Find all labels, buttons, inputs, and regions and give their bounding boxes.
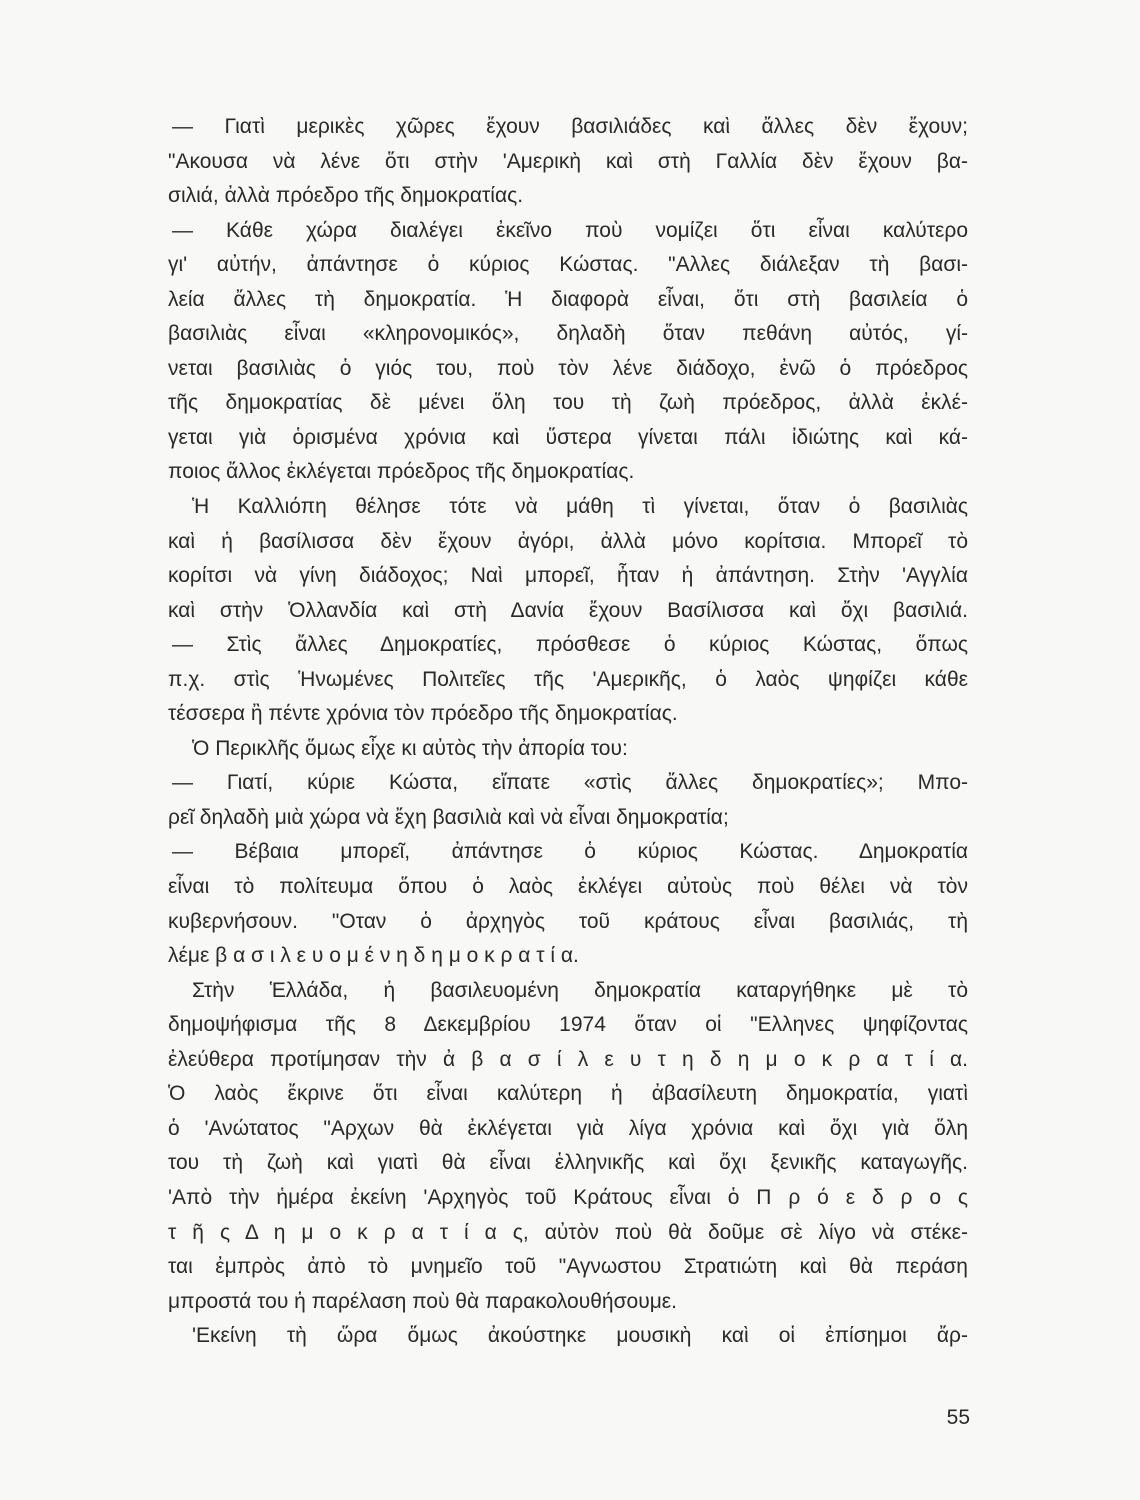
text-line: τ ῆ ς Δ η μ ο κ ρ α τ ί α ς, αὐτὸν ποὺ θὰ δοῦμε σὲ λίγο νὰ στέκε- (168, 1220, 968, 1244)
text-line: σιλιά, ἀλλὰ πρόεδρο τῆς δημοκρατίας. (168, 184, 524, 208)
text-line: Ὁ Περικλῆς ὅμως εἶχε κι αὐτὸς τὴν ἀπορία του: (192, 736, 628, 760)
text-line: — Βέβαια μπορεῖ, ἀπάντησε ὁ κύριος Κώστας. Δημοκρατία (172, 840, 968, 864)
text-line: εἶναι τὸ πολίτευμα ὅπου ὁ λαὸς ἐκλέγει αὐτοὺς ποὺ θέλει νὰ τὸν (168, 875, 968, 899)
text-line: τέσσερα ἢ πέντε χρόνια τὸν πρόεδρο τῆς δημοκρατίας. (168, 702, 678, 726)
text-line: δημοψήφισμα τῆς 8 Δεκεμβρίου 1974 ὅταν οἱ "Ελληνες ψηφίζοντας (168, 1013, 968, 1037)
text-line: — Στὶς ἄλλες Δημοκρατίες, πρόσθεσε ὁ κύριος Κώστας, ὅπως (172, 633, 968, 657)
text-line: Στὴν Ἑλλάδα, ἡ βασιλευομένη δημοκρατία καταργήθηκε μὲ τὸ (192, 978, 968, 1002)
text-line: ται ἐμπρὸς ἀπὸ τὸ μνημεῖο τοῦ "Αγνωστου Στρατιώτη καὶ θὰ περάση (168, 1255, 968, 1279)
body-text (168, 110, 968, 1354)
text-line: γι' αὐτήν, ἀπάντησε ὁ κύριος Κώστας. "Αλλες διάλεξαν τὴ βασι- (168, 253, 968, 277)
text-line: "Ακουσα νὰ λένε ὅτι στὴν 'Αμερικὴ καὶ στὴ Γαλλία δὲν ἔχουν βα- (168, 149, 968, 173)
text-line: καὶ στὴν Ὁλλανδία καὶ στὴ Δανία ἔχουν Βασίλισσα καὶ ὄχι βασιλιά. (168, 598, 968, 622)
text-line: γεται γιὰ ὁρισμένα χρόνια καὶ ὕστερα γίνεται πάλι ἰδιώτης καὶ κά- (168, 425, 968, 449)
text-line: νεται βασιλιὰς ὁ γιός του, ποὺ τὸν λένε διάδοχο, ἐνῶ ὁ πρόεδρος (168, 356, 968, 380)
text-line: καὶ ἡ βασίλισσα δὲν ἔχουν ἀγόρι, ἀλλὰ μόνο κορίτσια. Μπορεῖ τὸ (168, 529, 968, 553)
text-line: — Γιατὶ μερικὲς χῶρες ἔχουν βασιλιάδες καὶ ἄλλες δὲν ἔχουν; (172, 115, 968, 138)
text-line: κορίτσι νὰ γίνη διάδοχος; Ναὶ μπορεῖ, ἦταν ἡ ἀπάντηση. Στὴν 'Αγγλία (168, 564, 968, 588)
text-line: Ἡ Καλλιόπη θέλησε τότε νὰ μάθη τὶ γίνεται, ὅταν ὁ βασιλιὰς (192, 495, 968, 519)
text-line: — Κάθε χώρα διαλέγει ἐκεῖνο ποὺ νομίζει ὅτι εἶναι καλύτερο (172, 218, 968, 242)
text-line: μπροστά του ἡ παρέλαση ποὺ θὰ παρακολουθήσουμε. (168, 1289, 678, 1313)
text-line: του τὴ ζωὴ καὶ γιατὶ θὰ εἶναι ἑλληνικῆς καὶ ὄχι ξενικῆς καταγωγῆς. (168, 1151, 968, 1175)
text-line: π.χ. στὶς Ἡνωμένες Πολιτεῖες τῆς 'Αμερικῆς, ὁ λαὸς ψηφίζει κάθε (168, 667, 968, 691)
text-line: ὁ 'Ανώτατος "Αρχων θὰ ἐκλέγεται γιὰ λίγα χρόνια καὶ ὄχι γιὰ ὅλη (168, 1116, 968, 1140)
text-line: τῆς δημοκρατίας δὲ μένει ὅλη του τὴ ζωὴ πρόεδρος, ἀλλὰ ἐκλέ- (168, 391, 968, 415)
text-line: βασιλιὰς εἶναι «κληρονομικός», δηλαδὴ ὅταν πεθάνη αὐτός, γί- (168, 322, 968, 346)
text-line: 'Εκείνη τὴ ὥρα ὅμως ἀκούστηκε μουσικὴ καὶ οἱ ἐπίσημοι ἄρ- (192, 1324, 968, 1348)
text-line: ἐλεύθερα προτίμησαν τὴν ἀ β α σ ί λ ε υ τ η δ η μ ο κ ρ α τ ί α. (168, 1047, 968, 1071)
text-line: Ὁ λαὸς ἔκρινε ὅτι εἶναι καλύτερη ἡ ἀβασίλευτη δημοκρατία, γιατὶ (168, 1082, 968, 1106)
text-line: — Γιατί, κύριε Κώστα, εἴπατε «στὶς ἄλλες δημοκρατίες»; Μπο- (172, 771, 968, 795)
text-line: ποιος ἄλλος ἐκλέγεται πρόεδρος τῆς δημοκρατίας. (168, 460, 635, 484)
text-line: 'Απὸ τὴν ἡμέρα ἐκείνη 'Αρχηγὸς τοῦ Κράτους εἶναι ὁ Π ρ ό ε δ ρ ο ς (168, 1185, 968, 1209)
text-line: ρεῖ δηλαδὴ μιὰ χώρα νὰ ἔχη βασιλιὰ καὶ νὰ εἶναι δημοκρατία; (168, 805, 729, 829)
text-line: λεία ἄλλες τὴ δημοκρατία. Ἡ διαφορὰ εἶναι, ὅτι στὴ βασιλεία ὁ (168, 287, 968, 311)
text-line: λέμε β α σ ι λ ε υ ο μ έ ν η δ η μ ο κ ρ α τ ί α. (168, 944, 579, 968)
text-line: κυβερνήσουν. "Οταν ὁ ἀρχηγὸς τοῦ κράτους εἶναι βασιλιάς, τὴ (168, 909, 968, 933)
page-number: 55 (946, 1406, 970, 1429)
